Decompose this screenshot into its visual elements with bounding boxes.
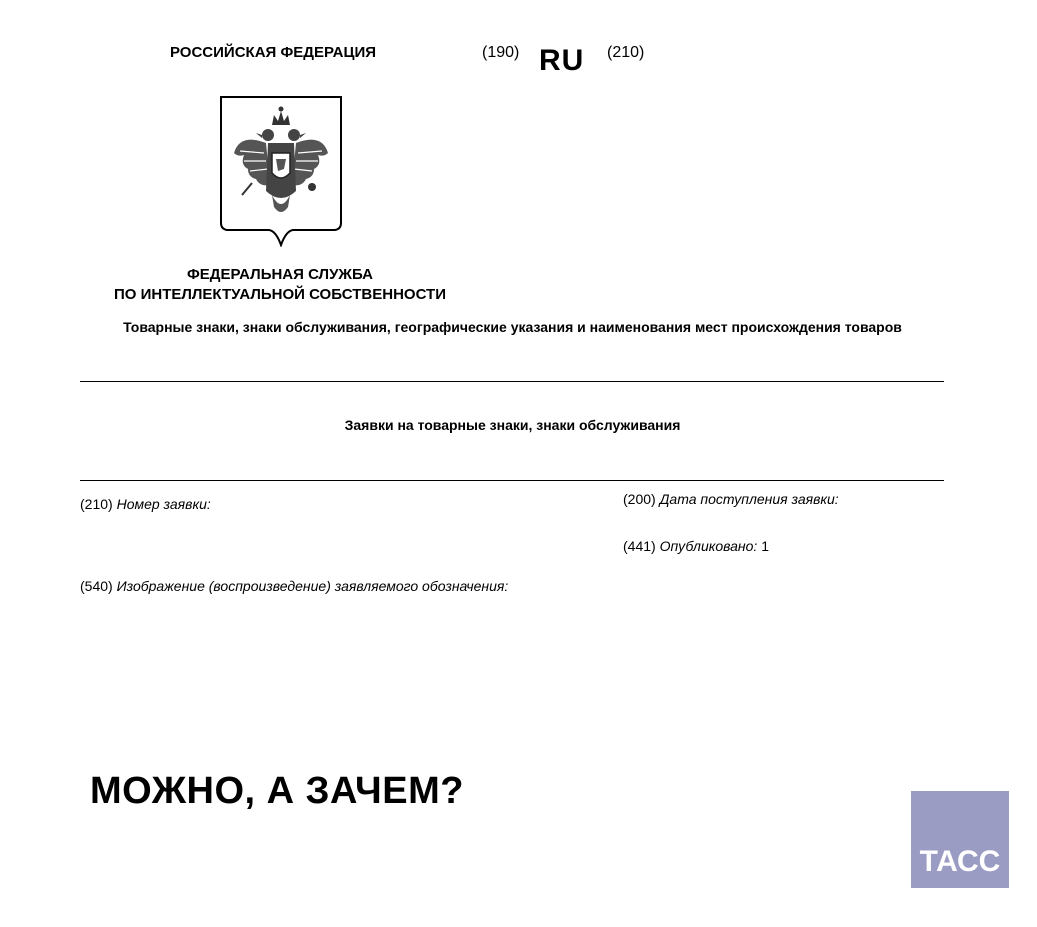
tass-logo: [911, 791, 1009, 888]
field-label: Опубликовано:: [659, 538, 758, 554]
field-value: 1: [761, 538, 769, 554]
section-title: Заявки на товарные знаки, знаки обслуживания: [344, 417, 681, 433]
field-filing-date: [623, 491, 839, 507]
field-application-number: [80, 496, 211, 512]
caption: МОЖНО, А ЗАЧЕМ?: [90, 770, 464, 812]
russian-coat-of-arms-icon: [218, 95, 344, 247]
code-190: (190): [482, 44, 520, 61]
agency-name-line1: ФЕДЕРАЛЬНАЯ СЛУЖБА: [186, 266, 374, 283]
divider-top: [80, 381, 944, 382]
document-type: Товарные знаки, знаки обслуживания, географические указания и наименования мест происхождения товаров: [123, 319, 902, 335]
field-code: (210): [80, 496, 113, 512]
field-code: (200): [623, 491, 656, 507]
tass-logo-text: ТАСС: [919, 845, 1001, 878]
field-code: (441): [623, 538, 656, 554]
field-label: Дата поступления заявки:: [659, 491, 839, 507]
field-label: Изображение (воспроизведение) заявляемого обозначения:: [116, 578, 509, 594]
country-title: РОССИЙСКАЯ ФЕДЕРАЦИЯ: [170, 44, 377, 61]
field-code: (540): [80, 578, 113, 594]
country-code: RU: [539, 44, 585, 77]
code-210-header: (210): [607, 44, 645, 61]
field-image: [80, 578, 508, 594]
agency-name: [80, 265, 480, 305]
field-published: [623, 538, 769, 554]
field-label: Номер заявки:: [116, 496, 211, 512]
agency-name-line2: ПО ИНТЕЛЛЕКТУАЛЬНОЙ СОБСТВЕННОСТИ: [113, 286, 447, 303]
divider-bottom: [80, 480, 944, 481]
